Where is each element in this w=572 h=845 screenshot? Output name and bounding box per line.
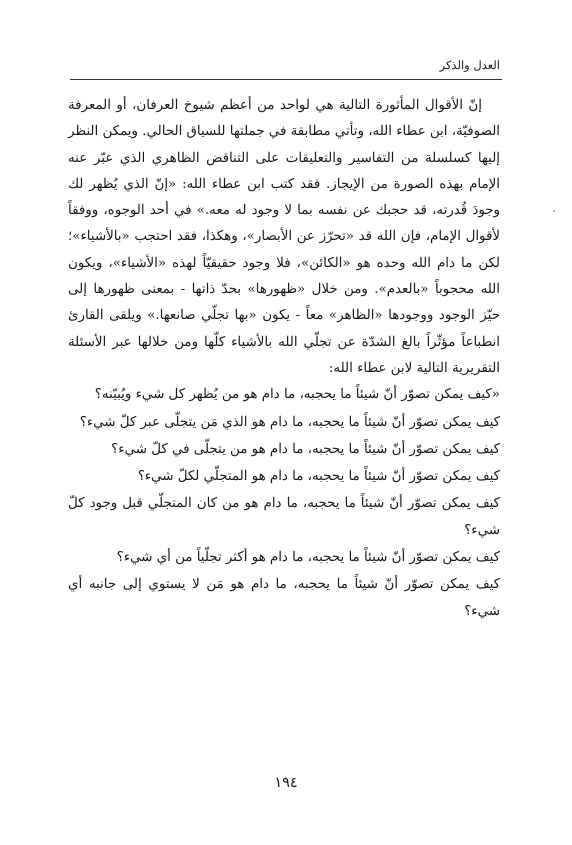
question-6: كيف يمكن تصوّر أنّ شيئاً ما يحجبه، ما دام هو أكثر تجلّياً من أي شيء؟ bbox=[116, 550, 500, 566]
intro-paragraph: إنّ الأقوال المأثورة التالية هي لواحد من أعظم شيوخ العرفان، أو المعرفة الصوفيّة، ابن عطاء الله، وتأتي مطابقة في جملتها للسياق الحالي. ويمكن النظر إليها كسلسلة من التفاسير والتعليقات على التناقض الظاهري الذي عبّر عنه الإمام بهذه الصورة من الإيجاز. فقد كتب ابن عطاء الله: «إنّ الذي يُظهر لك وجودَ قُدرته، قد حجبك عن نفسه بما لا وجود له معه.» في أحد الوجوه، ووفقاً لأقوال الإمام، فإن الله قد «تحرّز عن الأبصار»، وهكذا، فقد احتجب «بالأشياء»؛ لكن ما دام الله وحده هو «الكائن»، فلا وجود حقيقيّاً لهذه «الأشياء»، ويكون الله محجوباً «بالعدم». ومن خلال «ظهورها» بحدّ ذاتها - بمعنى ظهورها إلى حيّز الوجود ووجودها «الظاهر» معاً - يكون «بها تجلّي صانعها.» ويلقى القارئ انطباعاً مؤثّراً بالغ الشدّة عن تجلّي الله بالأشياء كلّها ومن خلالها عبر الأسئلة التقريرية التالية لابن عطاء الله: bbox=[68, 98, 500, 376]
question-4: كيف يمكن تصوّر أنّ شيئاً ما يحجبه، ما دام هو المتجلّي لكلّ شيء؟ bbox=[137, 469, 500, 485]
gutter-mark bbox=[553, 210, 555, 212]
question-1: «كيف يمكن تصوّر أنّ شيئاً ما يحجبه، ما دام هو من يُظهر كل شيء ويُبيّنه؟ bbox=[94, 387, 500, 403]
question-2: كيف يمكن تصوّر أنّ شيئاً ما يحجبه، ما دام هو الذي مَن يتجلّى عبر كلّ شيء؟ bbox=[79, 414, 500, 430]
question-3: كيف يمكن تصوّر أنّ شيئاً ما يحجبه، ما دام هو من يتجلّى في كلّ شيء؟ bbox=[111, 441, 500, 457]
question-7: كيف يمكن تصوّر أنّ شيئاً ما يحجبه، ما دام هو مَن لا يستوي إلى جانبه أي شيء؟ bbox=[68, 577, 500, 619]
body-text bbox=[68, 93, 500, 625]
running-head: العدل والذكر bbox=[439, 58, 500, 72]
question-5: كيف يمكن تصوّر أنّ شيئاً ما يحجبه، ما دام هو من كان المتجلّي قبل وجود كلّ شيء؟ bbox=[68, 496, 500, 538]
page-number: ١٩٤ bbox=[274, 775, 298, 791]
header-rule bbox=[70, 79, 502, 80]
